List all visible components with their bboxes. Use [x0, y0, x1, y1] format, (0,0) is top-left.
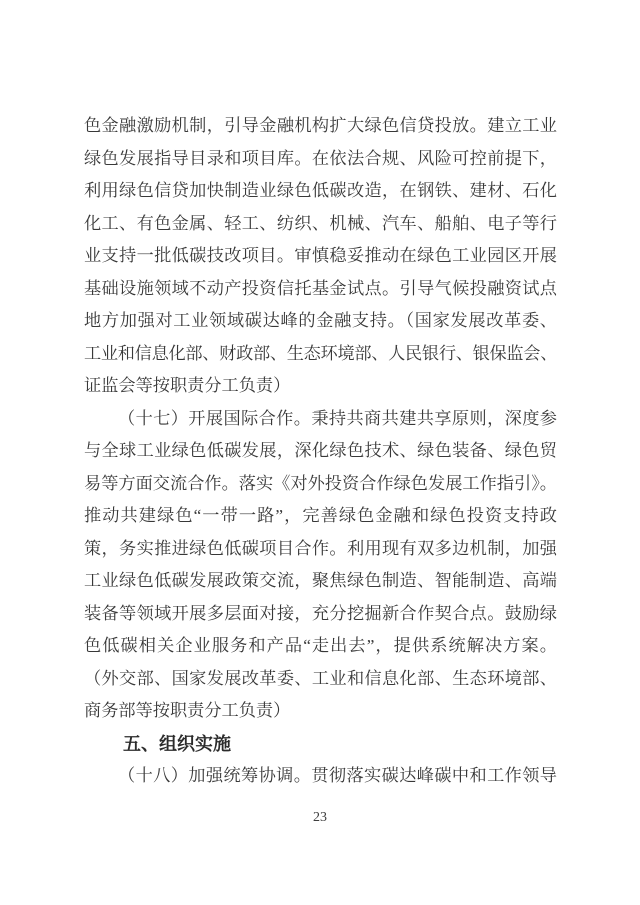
text-line: （十八）加强统筹协调。贯彻落实碳达峰碳中和工作领导: [118, 766, 557, 785]
text-block: [84, 110, 557, 793]
text-line: 证监会等按职责分工负责）: [84, 376, 291, 395]
text-line: 地方加强对工业领域碳达峰的金融支持。（国家发展改革委、: [84, 311, 557, 330]
text-line: 化工、有色金属、轻工、纺织、机械、汽车、船舶、电子等行: [84, 213, 557, 233]
text-line: 色金融激励机制，引导金融机构扩大绿色信贷投放。建立工业: [84, 116, 557, 135]
text-line: 策，务实推进绿色低碳项目合作。利用现有双多边机制，加强: [84, 538, 557, 558]
text-line: 装备等领域开展多层面对接，充分挖掘新合作契合点。鼓励绿: [84, 603, 557, 623]
text-line: 业支持一批低碳技改项目。审慎稳妥推动在绿色工业园区开展: [84, 246, 557, 265]
text-line: 商务部等按职责分工负责）: [84, 701, 291, 720]
page-number: 23: [313, 810, 327, 825]
text-line: 易等方面交流合作。落实《对外投资合作绿色发展工作指引》。: [84, 473, 557, 493]
text-line: 推动共建绿色“一带一路”，完善绿色金融和绿色投资支持政: [84, 506, 557, 525]
section-heading: 五、组织实施: [123, 733, 231, 754]
text-line: （外交部、国家发展改革委、工业和信息化部、生态环境部、: [84, 668, 557, 688]
text-line: 绿色发展指导目录和项目库。在依法合规、风险可控前提下，: [84, 148, 557, 168]
text-line: 基础设施领域不动产投资信托基金试点。引导气候投融资试点: [84, 278, 557, 298]
text-line: 色低碳相关企业服务和产品“走出去”，提供系统解决方案。: [84, 636, 557, 655]
text-line: 利用绿色信贷加快制造业绿色低碳改造，在钢铁、建材、石化: [84, 181, 557, 200]
text-line: 与全球工业绿色低碳发展，深化绿色技术、绿色装备、绿色贸: [84, 441, 557, 460]
text-line: 工业绿色低碳发展政策交流，聚焦绿色制造、智能制造、高端: [84, 571, 557, 590]
text-line: （十七）开展国际合作。秉持共商共建共享原则，深度参: [118, 408, 557, 428]
text-line: 工业和信息化部、财政部、生态环境部、人民银行、银保监会、: [84, 343, 557, 363]
